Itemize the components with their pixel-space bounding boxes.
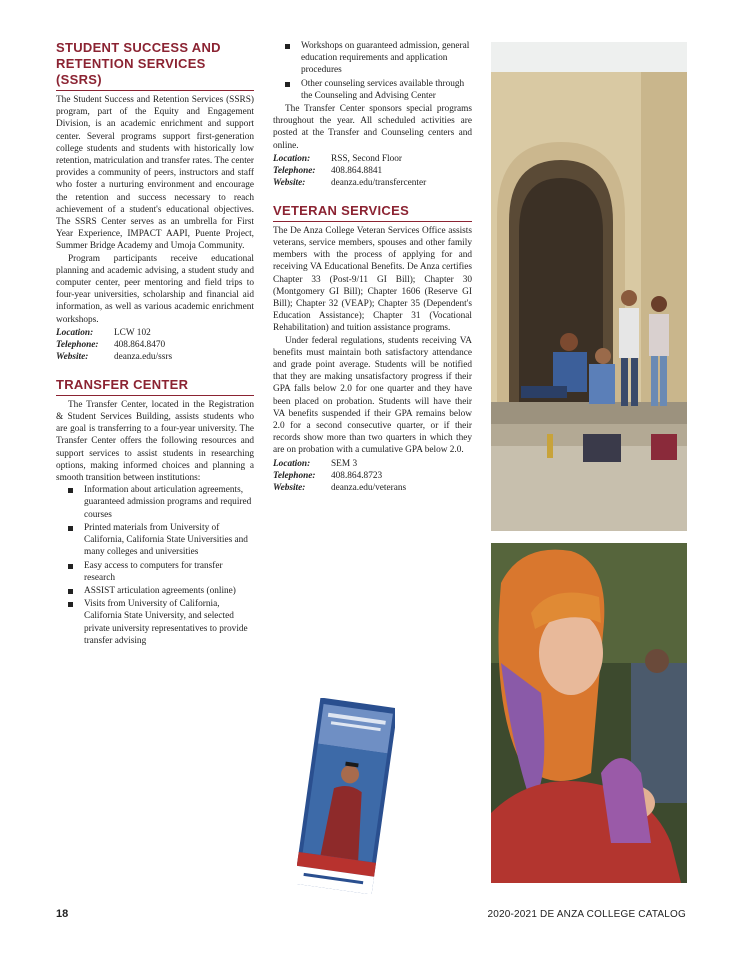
- veteran-location-value: SEM 3: [331, 458, 358, 469]
- ssrs-website-link[interactable]: deanza.edu/ssrs: [114, 351, 173, 362]
- transfer-website-link[interactable]: deanza.edu/transfercenter: [331, 177, 427, 188]
- transfer-bullet-list: [56, 484, 254, 647]
- list-item: Printed materials from University of California, California State Universities and many colleges and universities: [84, 522, 254, 559]
- veteran-heading: VETERAN SERVICES: [273, 203, 472, 222]
- ssrs-telephone-value: 408.864.8470: [114, 339, 166, 350]
- middle-column: [273, 40, 472, 494]
- ssrs-location-value: LCW 102: [114, 327, 151, 338]
- left-column: [56, 40, 254, 648]
- veteran-telephone-label: Telephone:: [273, 470, 316, 481]
- ssrs-contact: [56, 327, 254, 363]
- ssrs-paragraph-1: The Student Success and Retention Services (SSRS) program, part of the Equity and Engagement Division, is an academic enrichment and support center. Several programs support first-generation college students and students with historically low retention, matriculation and transfer rates. The center provides a community of peers, instructors and staff who foster a nurturing environment and encourage the retention and success necessary to reach achievement of a student's educational objectives. The SSRS Center serves as an umbrella for First Year Experience, IMPACT AAPI, Puente Project, Summer Bridge Academy and Umoja Community.: [56, 95, 254, 252]
- ssrs-telephone-label: Telephone:: [56, 339, 99, 350]
- transfer-location-value: RSS, Second Floor: [331, 153, 403, 164]
- veteran-website-link[interactable]: deanza.edu/veterans: [331, 482, 407, 493]
- catalog-footer-title: 2020-2021 DE ANZA COLLEGE CATALOG: [487, 909, 686, 920]
- veteran-website-label: Website:: [273, 482, 306, 493]
- transfer-contact: [273, 153, 472, 189]
- transfer-paragraph-1: The Transfer Center, located in the Registration & Student Services Building, assists students who are goal is transferring to a four-year university. The Transfer Center offers the following resources and support services to assist students in researching options, making informed choices and planning a smooth transition between institutions:: [56, 399, 254, 484]
- veteran-paragraph-1: The De Anza College Veteran Services Office assists veterans, service members, spouses and other family members with the process of applying for and receiving VA Educational Benefits. De Anza certifies Chapter 33 (Post-9/11 GI Bill); Chapter 30 (Montgomery GI Bill); Chapter 1606 (Reserve GI Bill); Chapter 32 (VEAP); Chapter 35 (Dependent's Education Assistance); Chapter 31 (Vocational Rehabilitation) and tuition assistance programs.: [273, 225, 472, 334]
- transfer-paragraph-2: The Transfer Center sponsors special programs throughout the year. All scheduled activities are posted at the Transfer and Counseling centers and online.: [273, 104, 472, 151]
- page-number: 18: [56, 908, 69, 920]
- transfer-telephone-label: Telephone:: [273, 165, 316, 176]
- student-portrait-photo: [491, 543, 687, 883]
- veteran-paragraph-2: Under federal regulations, students receiving VA benefits must maintain both satisfactory attendance and grade point average. Students will be notified that they are making unsatisfactory progress if their GPA falls below 2.0 for one quarter and they have been placed on probation. Students will have their VA benefits suspended if their GPA remains below 2.0 for a second consecutive quarter, or if their records show more than two quarters in which they are on probation with a cumulative GPA below 2.0.: [273, 335, 472, 456]
- transfer-heading: TRANSFER CENTER: [56, 377, 254, 396]
- transfer-bullet-list-continued: [273, 40, 472, 102]
- transfer-location-label: Location:: [273, 153, 311, 164]
- transfer-telephone-value: 408.864.8841: [331, 165, 383, 176]
- ssrs-website-label: Website:: [56, 351, 89, 362]
- ssrs-paragraph-2: Program participants receive educational planning and academic advising, a student study and computer center, peer mentoring and field trips to four-year universities, scholarship and financial aid information, as well as various academic enrichment workshops.: [56, 253, 254, 325]
- transfer-brochure-image: [297, 698, 395, 894]
- list-item: Visits from University of California, California State University, and selected private university representatives to provide transfer advising: [84, 598, 254, 647]
- list-item: Other counseling services available through the Counseling and Advising Center: [301, 78, 472, 102]
- list-item: ASSIST articulation agreements (online): [84, 585, 254, 597]
- ssrs-heading: STUDENT SUCCESS AND RETENTION SERVICES (SSRS): [56, 40, 254, 91]
- list-item: Workshops on guaranteed admission, general education requirements and application procedures: [301, 40, 472, 77]
- ssrs-location-label: Location:: [56, 327, 94, 338]
- veteran-contact: [273, 458, 472, 494]
- veteran-telephone-value: 408.864.8723: [331, 470, 383, 481]
- students-arch-photo: [491, 42, 687, 531]
- list-item: Easy access to computers for transfer research: [84, 560, 254, 584]
- list-item: Information about articulation agreements, guaranteed admission programs and required courses: [84, 484, 254, 521]
- transfer-website-label: Website:: [273, 177, 306, 188]
- veteran-location-label: Location:: [273, 458, 311, 469]
